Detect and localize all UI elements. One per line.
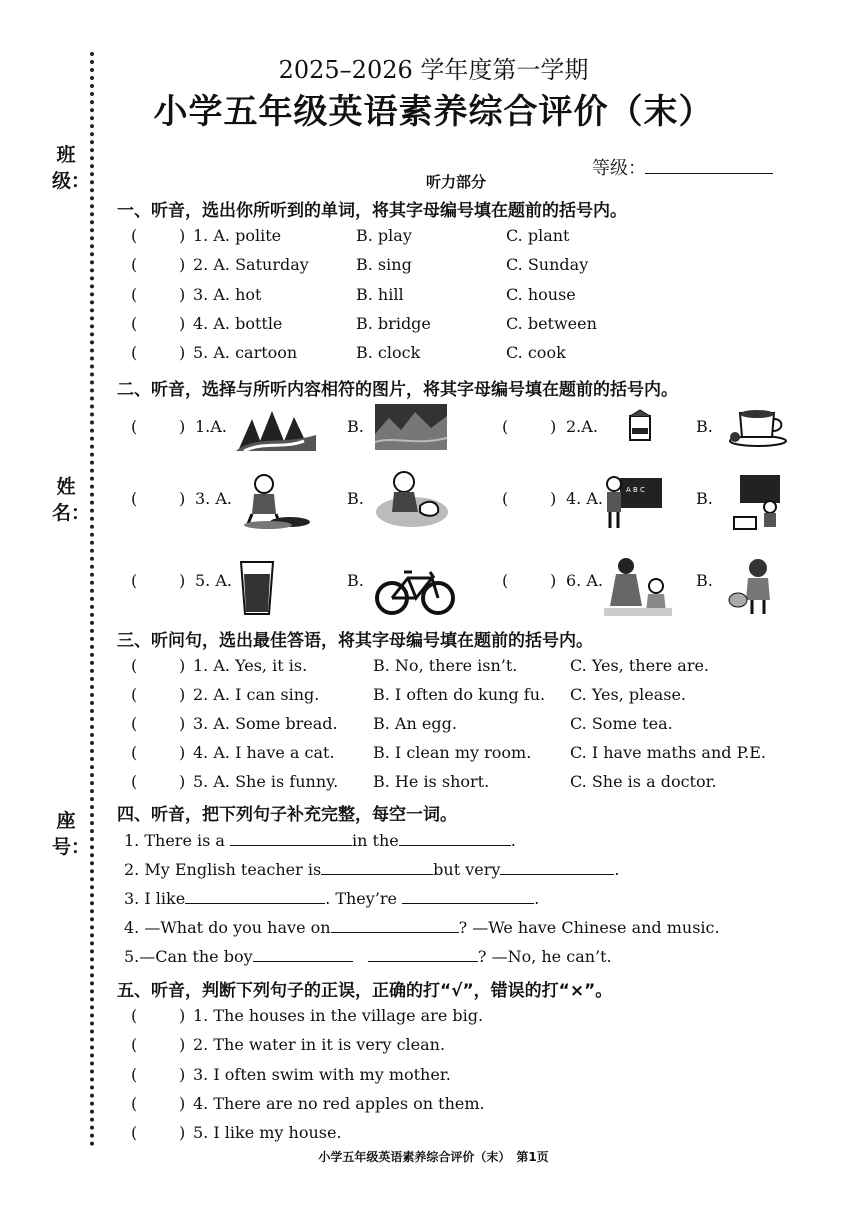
mountain-river-picture: [234, 405, 318, 453]
answer-option-c: C. Yes, please.: [570, 685, 686, 704]
option-a: 4. A. bottle: [193, 313, 283, 333]
answer-paren-close: ): [179, 772, 186, 791]
answer-paren-close: ): [179, 284, 186, 304]
name-label: 姓名：: [52, 476, 91, 524]
answer-paren-close: ): [179, 1093, 186, 1113]
answer-paren-open[interactable]: (: [502, 489, 509, 508]
fill-sentence-4: 4. —What do you have on ? —We have Chinese and music.: [124, 918, 720, 937]
judge-statement: 2. The water in it is very clean.: [193, 1035, 446, 1055]
picture-option-b-label: B.: [696, 571, 713, 590]
answer-option-b: B. I clean my room.: [373, 743, 532, 762]
answer-paren-close: ): [179, 313, 186, 333]
fill-sentence-5: 5.—Can the boy ? —No, he can’t.: [124, 947, 612, 966]
judge-statement: 4. There are no red apples on them.: [193, 1093, 485, 1113]
section-4-title: 四、听音，把下列句子补充完整，每空一词。: [117, 805, 457, 825]
answer-paren-open[interactable]: (: [131, 743, 138, 762]
answer-paren-open[interactable]: (: [502, 571, 509, 590]
answer-paren-open[interactable]: (: [131, 1064, 138, 1084]
blank-input[interactable]: [185, 889, 325, 904]
teacher-at-board-picture: [604, 474, 662, 530]
picture-option-a-label: 3. A.: [195, 489, 232, 508]
option-c: C. Sunday: [506, 255, 589, 275]
answer-option-a: 4. A. I have a cat.: [193, 743, 335, 762]
answer-paren-close: ): [550, 571, 557, 590]
option-c: C. between: [506, 313, 597, 333]
answer-paren-open[interactable]: (: [131, 313, 138, 333]
answer-option-c: C. She is a doctor.: [570, 772, 717, 791]
school-year: 2025–2026 学年度第一学期: [278, 56, 589, 84]
answer-paren-close: ): [550, 489, 557, 508]
page-footer: 小学五年级英语素养综合评价（末） 第1页: [318, 1150, 549, 1164]
svg-text:A B C: A B C: [626, 486, 645, 494]
glass-of-juice-picture: [237, 558, 277, 616]
answer-option-a: 3. A. Some bread.: [193, 714, 338, 733]
answer-paren-open[interactable]: (: [131, 656, 138, 675]
answer-paren-close: ): [179, 1006, 186, 1025]
answer-paren-open[interactable]: (: [131, 284, 138, 304]
answer-paren-close: ): [179, 255, 186, 275]
blank-input[interactable]: [253, 947, 353, 962]
fill-sentence-3: 3. I like . They’re .: [124, 889, 540, 908]
answer-paren-open[interactable]: (: [131, 685, 138, 704]
landscape-photo-picture: [375, 404, 447, 450]
picture-option-a-label: 1.A.: [195, 417, 227, 436]
answer-paren-open[interactable]: (: [131, 571, 138, 590]
option-b: B. bridge: [356, 313, 431, 333]
blank-input[interactable]: [500, 860, 614, 875]
answer-option-c: C. Yes, there are.: [570, 656, 710, 675]
answer-option-a: 2. A. I can sing.: [193, 685, 320, 704]
section-1-title: 一、听音，选出你所听到的单词，将其字母编号填在题前的括号内。: [117, 201, 627, 221]
answer-paren-open[interactable]: (: [131, 772, 138, 791]
page-title: 小学五年级英语素养综合评价（末）: [153, 92, 714, 132]
answer-paren-close: ): [550, 417, 557, 436]
section-5-title: 五、听音，判断下列句子的正误，正确的打“√”，错误的打“×”。: [117, 981, 613, 1001]
answer-option-c: C. I have maths and P.E.: [570, 743, 766, 762]
picture-option-a-label: 2.A.: [566, 417, 598, 436]
answer-option-a: 1. A. Yes, it is.: [193, 656, 308, 675]
picture-option-b-label: B.: [696, 489, 713, 508]
option-a: 3. A. hot: [193, 284, 262, 304]
option-b: B. hill: [356, 284, 404, 304]
answer-paren-open[interactable]: (: [131, 1123, 138, 1143]
option-c: C. plant: [506, 226, 570, 245]
girl-picture: [728, 556, 776, 618]
picture-option-a-label: 6. A.: [566, 571, 603, 590]
blank-input[interactable]: [399, 831, 511, 846]
section-2-title: 二、听音，选择与所听内容相符的图片，将其字母编号填在题前的括号内。: [117, 380, 678, 400]
option-b: B. play: [356, 226, 412, 245]
judge-statement: 3. I often swim with my mother.: [193, 1064, 451, 1084]
answer-paren-open[interactable]: (: [131, 714, 138, 733]
answer-paren-close: ): [179, 685, 186, 704]
answer-paren-close: ): [179, 656, 186, 675]
answer-paren-close: ): [179, 417, 186, 436]
answer-paren-open[interactable]: (: [131, 343, 138, 363]
answer-paren-close: ): [179, 226, 186, 245]
answer-paren-open[interactable]: (: [502, 417, 509, 436]
teacher-with-computer-picture: [732, 473, 784, 531]
answer-paren-close: ): [179, 714, 186, 733]
blank-input[interactable]: [402, 889, 534, 904]
answer-paren-open[interactable]: (: [131, 417, 138, 436]
answer-option-b: B. I often do kung fu.: [373, 685, 546, 704]
picture-option-a-label: 4. A.: [566, 489, 603, 508]
answer-option-b: B. He is short.: [373, 772, 490, 791]
fill-sentence-2: 2. My English teacher is but very .: [124, 860, 620, 879]
binding-dotted-line: [90, 52, 94, 1147]
option-a: 1. A. polite: [193, 226, 282, 245]
option-b: B. sing: [356, 255, 412, 275]
judge-statement: 5. I like my house.: [193, 1123, 342, 1143]
milk-box-picture: [625, 408, 655, 442]
boy-planting-picture: [238, 472, 312, 530]
section-3-title: 三、听问句，选出最佳答语，将其字母编号填在题前的括号内。: [117, 631, 593, 651]
option-a: 2. A. Saturday: [193, 255, 309, 275]
answer-option-b: B. No, there isn’t.: [373, 656, 518, 675]
answer-option-c: C. Some tea.: [570, 714, 673, 733]
answer-paren-open[interactable]: (: [131, 1035, 138, 1055]
bicycle-picture: [374, 568, 456, 616]
answer-paren-open[interactable]: (: [131, 255, 138, 275]
boy-with-dog-picture: [374, 468, 450, 530]
mother-and-child-picture: [604, 556, 672, 618]
grade-field[interactable]: [645, 173, 773, 174]
picture-option-b-label: B.: [696, 417, 713, 436]
option-a: 5. A. cartoon: [193, 343, 298, 363]
blank-input[interactable]: [321, 860, 433, 875]
option-c: C. house: [506, 284, 576, 304]
listening-heading: 听力部分: [426, 173, 487, 191]
answer-paren-close: ): [179, 489, 186, 508]
answer-option-a: 5. A. She is funny.: [193, 772, 339, 791]
answer-paren-close: ): [179, 343, 186, 363]
answer-option-b: B. An egg.: [373, 714, 457, 733]
answer-paren-close: ): [179, 1123, 186, 1143]
judge-statement: 1. The houses in the village are big.: [193, 1006, 484, 1025]
answer-paren-close: ): [179, 1035, 186, 1055]
picture-option-b-label: B.: [347, 417, 364, 436]
answer-paren-close: ): [179, 743, 186, 762]
blank-input[interactable]: [230, 831, 352, 846]
picture-option-a-label: 5. A.: [195, 571, 232, 590]
answer-paren-open[interactable]: (: [131, 1093, 138, 1113]
option-c: C. cook: [506, 343, 566, 363]
answer-paren-open[interactable]: (: [131, 489, 138, 508]
tea-cup-picture: [728, 403, 788, 447]
grade-label: 等级：: [592, 158, 646, 179]
blank-input[interactable]: [331, 918, 459, 933]
answer-paren-close: ): [179, 571, 186, 590]
answer-paren-close: ): [179, 1064, 186, 1084]
option-b: B. clock: [356, 343, 421, 363]
picture-option-b-label: B.: [347, 489, 364, 508]
answer-paren-open[interactable]: (: [131, 1006, 138, 1025]
blank-input[interactable]: [368, 947, 478, 962]
fill-sentence-1: 1. There is a in the .: [124, 831, 516, 850]
picture-option-b-label: B.: [347, 571, 364, 590]
seat-label: 座号：: [52, 810, 91, 858]
class-label: 班级：: [52, 144, 91, 192]
answer-paren-open[interactable]: (: [131, 226, 138, 245]
